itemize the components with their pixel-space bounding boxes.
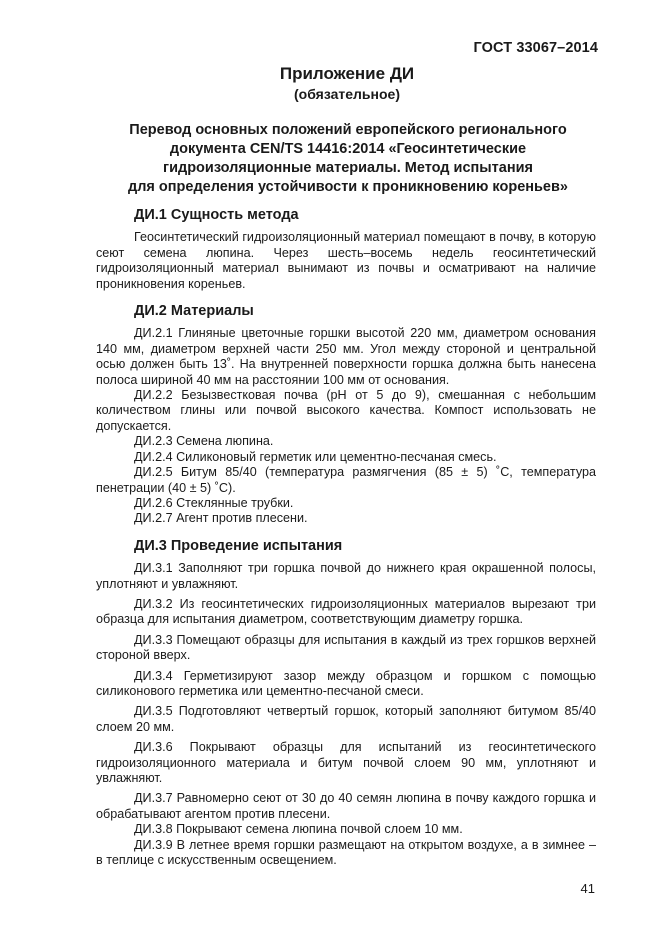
- clause-di-3-5: ДИ.3.5 Подготовляют четвертый горшок, который заполняют битумом 85/40 слоем 20 мм.: [96, 704, 596, 734]
- section-heading: ДИ.1 Сущность метода: [134, 207, 299, 223]
- clause-di-3-7: ДИ.3.7 Равномерно сеют от 30 до 40 семян люпина в почву каждого горшка и обрабатывают агентом против плесени.: [96, 791, 596, 821]
- document-title-line: Перевод основных положений европейского регионального: [129, 122, 567, 138]
- clause-di-3-6: ДИ.3.6 Покрывают образцы для испытаний из геосинтетического гидроизоляционного материала и битум почвой слоем 90 мм, уплотняют и увлажняют.: [96, 740, 596, 785]
- clause-di-2-4: ДИ.2.4 Силиконовый герметик или цементно-песчаная смесь.: [134, 449, 497, 464]
- document-title-line: для определения устойчивости к проникновению кореньев»: [128, 179, 568, 195]
- section-method-essence: [96, 208, 596, 292]
- section-heading: ДИ.3 Проведение испытания: [134, 537, 343, 554]
- clause-di-2-1: ДИ.2.1 Глиняные цветочные горшки высотой 220 мм, диаметром основания 140 мм, диаметром верхней части 250 мм. Угол между стороной и центральной осью должен быть 13˚. На внутренней поверхности горшка должна быть нанесена полоса шириной 40 мм на расстоянии 100 мм от основания.: [96, 326, 596, 387]
- section-materials: [96, 304, 596, 527]
- standard-code: ГОСТ 33067–2014: [473, 40, 598, 56]
- clause-di-2-3: ДИ.2.3 Семена люпина.: [134, 434, 274, 449]
- appendix-subtitle: (обязательное): [293, 86, 400, 102]
- clause-di-2-2: ДИ.2.2 Безызвестковая почва (pH от 5 до 9), смешанная с небольшим количеством глины или почвой высокого качества. Компост использовать не допускается.: [96, 388, 596, 433]
- section-heading: ДИ.2 Материалы: [134, 303, 254, 320]
- clause-di-2-7: ДИ.2.7 Агент против плесени.: [134, 511, 308, 526]
- clause-di-3-9: ДИ.3.9 В летнее время горшки размещают на открытом воздухе, а в зимнее – в теплице с искусственным освещением.: [96, 837, 596, 868]
- clause-di-2-5: ДИ.2.5 Битум 85/40 (температура размягчения (85 ± 5) ˚С, температура пенетрации (40 ± 5) ˚С).: [96, 465, 596, 495]
- clause-di-3-4: ДИ.3.4 Герметизируют зазор между образцом и горшком с помощью силиконового герметика или цементно-песчаной смеси.: [96, 668, 596, 698]
- document-body: [96, 208, 596, 868]
- document-title-line: гидроизоляционные материалы. Метод испытания: [163, 160, 533, 176]
- page-number: 41: [580, 881, 595, 896]
- document-title-line: документа CEN/TS 14416:2014 «Геосинтетические: [169, 141, 527, 157]
- clause-di-3-8: ДИ.3.8 Покрывают семена люпина почвой слоем 10 мм.: [134, 822, 463, 837]
- document-title: [100, 121, 596, 197]
- paragraph: Геосинтетический гидроизоляционный материал помещают в почву, в которую сеют семена люпина. Через шесть–восемь недель геосинтетический гидроизоляционный материал вынимают из почвы и осматривают на наличие проникновения кореньев.: [96, 230, 596, 291]
- clause-di-3-2: ДИ.3.2 Из геосинтетических гидроизоляционных материалов вырезают три образца для испытания диаметром, соответствующим диаметру горшка.: [96, 596, 596, 627]
- clause-di-3-3: ДИ.3.3 Помещают образцы для испытания в каждый из трех горшков верхней стороной вверх.: [96, 632, 596, 663]
- section-test-procedure: [96, 539, 596, 869]
- appendix-title: Приложение ДИ: [279, 64, 415, 83]
- clause-di-2-6: ДИ.2.6 Стеклянные трубки.: [134, 495, 294, 510]
- clause-di-3-1: ДИ.3.1 Заполняют три горшка почвой до нижнего края окрашенной полосы, уплотняют и увлажняют.: [96, 561, 596, 591]
